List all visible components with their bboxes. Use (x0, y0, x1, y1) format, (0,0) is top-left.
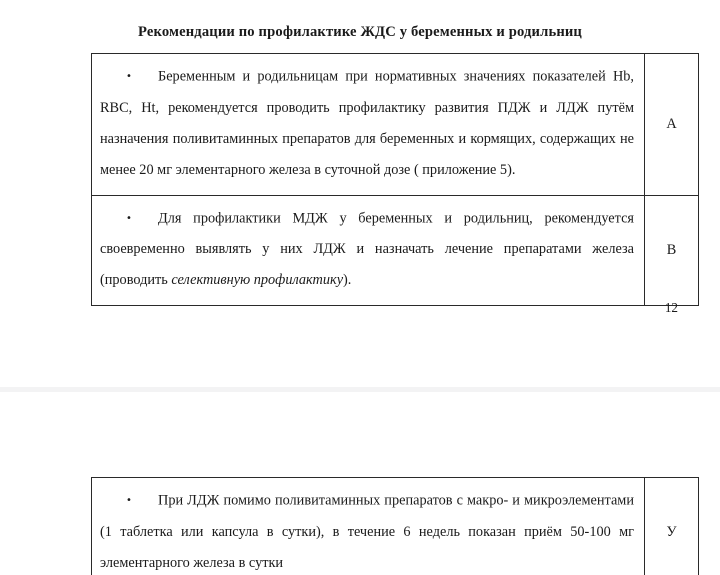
recommendation-text-cell (92, 54, 645, 196)
bullet-icon: • (126, 495, 132, 506)
bullet-paragraph (100, 61, 634, 186)
recommendations-table-page-2 (91, 477, 699, 575)
recommendation-text-before: Для профилактики МДЖ у беременных и родильниц, рекомендуется своевременно выявлять у них ЛДЖ и назначать лечение препаратами железа (проводить (100, 210, 634, 288)
evidence-grade-cell: У (645, 478, 699, 575)
evidence-grade-cell: А (645, 54, 699, 196)
bullet-icon: • (126, 71, 132, 82)
recommendation-text: При ЛДЖ помимо поливитаминных препаратов с макро- и микроэлементами (1 таблетка или капсула в сутки), в течение 6 недель показан приём 50-100 мг элементарного железа в сутки (100, 492, 634, 571)
recommendation-text-emphasis: селективную профилактику (171, 272, 344, 288)
table-row (92, 54, 699, 196)
table-row (92, 195, 699, 306)
recommendation-text-cell (92, 195, 645, 306)
recommendation-text-after: ). (343, 272, 352, 288)
page-title: Рекомендации по профилактике ЖДС у беременных и родильниц (137, 24, 582, 40)
recommendation-text-cell (92, 478, 645, 575)
document-page-2 (0, 392, 720, 575)
evidence-grade-cell: В (645, 195, 699, 306)
table-row (92, 478, 699, 575)
bullet-icon: • (126, 212, 132, 224)
bullet-paragraph (100, 485, 634, 575)
recommendations-table-page-1 (91, 53, 699, 306)
page-number: 12 (664, 300, 678, 315)
bullet-paragraph (100, 203, 634, 297)
recommendation-text: Беременным и родильницам при нормативных значениях показателей Hb, RBC, Ht, рекомендуется проводить профилактику развития ПДЖ и ЛДЖ путём назначения поливитаминных препаратов для беременных и кормящих, содержащих не менее 20 мг элементарного железа в суточной дозе ( приложение 5). (100, 68, 634, 178)
